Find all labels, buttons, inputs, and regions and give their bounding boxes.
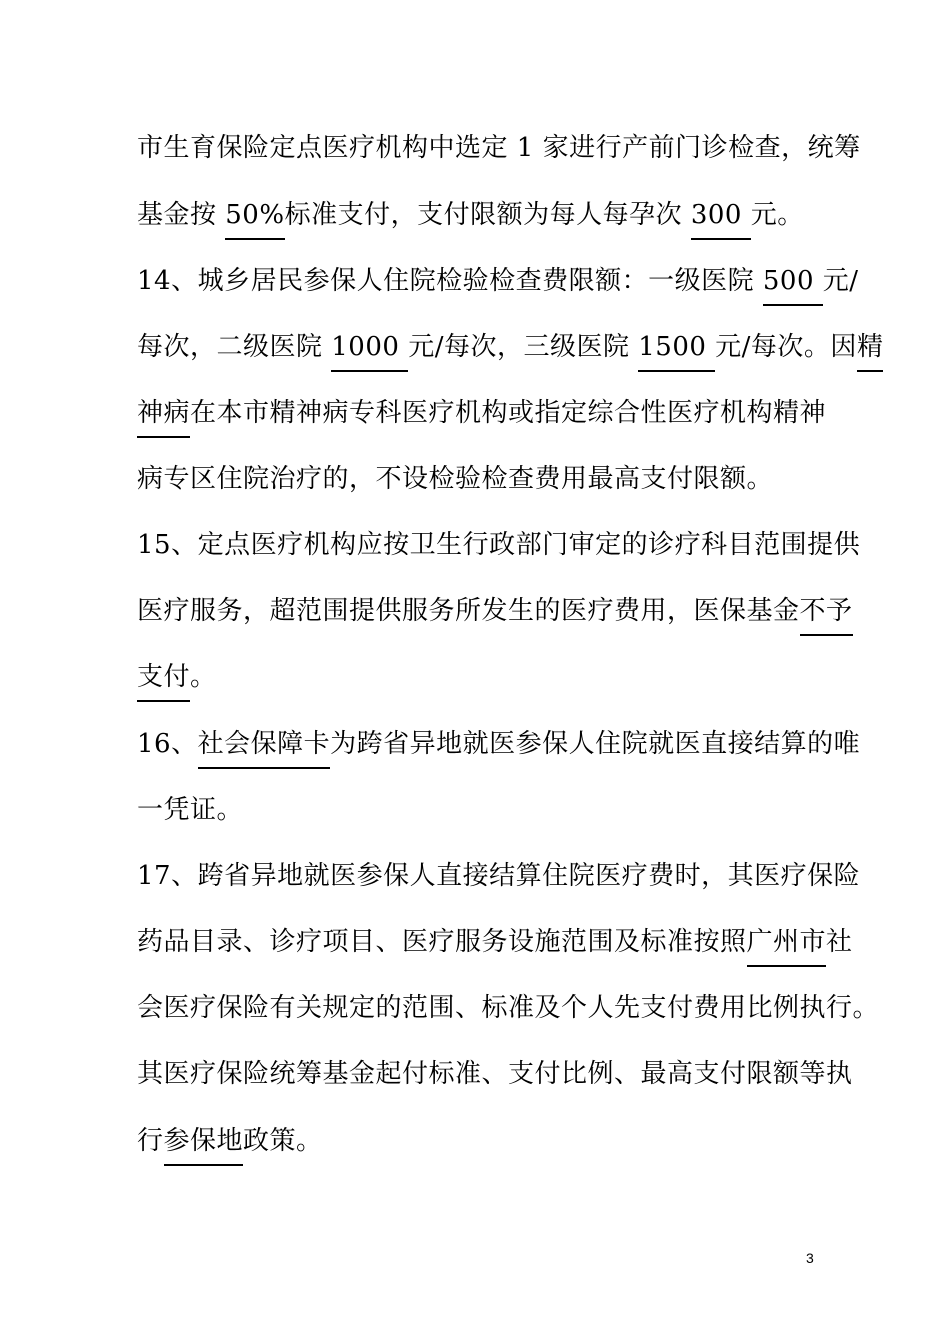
blank-answer: 不予	[800, 596, 853, 636]
text-line	[137, 135, 861, 161]
text: 在本市精神病专科医疗机构或指定综合性医疗机构精神	[190, 398, 827, 428]
text-line	[137, 202, 804, 228]
blank-answer: 广州市	[747, 927, 827, 967]
text: 17、跨省异地就医参保人直接结算住院医疗费时，其医疗保险	[137, 861, 861, 891]
text-line	[137, 797, 243, 823]
text: 基金按	[137, 200, 226, 230]
text-line	[137, 334, 883, 360]
text-line	[137, 1128, 323, 1154]
page-number: 3	[806, 1250, 814, 1266]
blank-answer: 1000	[331, 332, 408, 372]
blank-answer: 500	[763, 266, 823, 306]
text: 医疗服务，超范围提供服务所发生的医疗费用，医保基金	[137, 596, 800, 626]
text: 元/每次。因	[715, 332, 857, 362]
text: 其医疗保险统筹基金起付标准、支付比例、最高支付限额等执	[137, 1059, 853, 1089]
text: 16、	[137, 729, 198, 759]
text-line	[137, 598, 853, 624]
blank-answer: 社会保障卡	[198, 729, 331, 769]
text-line	[137, 995, 879, 1021]
text: 社	[826, 927, 853, 957]
text: 会医疗保险有关规定的范围、标准及个人先支付费用比例执行。	[137, 993, 880, 1023]
text: 元/	[822, 266, 859, 296]
blank-answer: 50%	[225, 200, 284, 240]
text: 标准支付，支付限额为每人每孕次	[284, 200, 691, 230]
text: 每次，二级医院	[137, 332, 332, 362]
text: 元/每次，三级医院	[408, 332, 639, 362]
text-line	[137, 731, 860, 757]
text: 病专区住院治疗的，不设检验检查费用最高支付限额。	[137, 464, 774, 494]
text: 15、定点医疗机构应按卫生行政部门审定的诊疗科目范围提供	[137, 530, 861, 560]
text: 为跨省异地就医参保人住院就医直接结算的唯	[330, 729, 861, 759]
text: 一凭证。	[137, 795, 244, 825]
text: 药品目录、诊疗项目、医疗服务设施范围及标准按照	[137, 927, 747, 957]
text: 14、城乡居民参保人住院检验检查费限额：一级医院	[137, 266, 763, 296]
text: 市生育保险定点医疗机构中选定 1 家进行产前门诊检查，统筹	[137, 133, 861, 163]
text-line	[137, 929, 853, 955]
text-line	[137, 1061, 853, 1087]
blank-answer: 神病	[137, 398, 190, 438]
text: 行	[137, 1126, 164, 1156]
text: 。	[190, 662, 217, 692]
text-line	[137, 532, 860, 558]
text-line	[137, 664, 217, 690]
blank-answer: 支付	[137, 662, 190, 702]
text: 政策。	[243, 1126, 323, 1156]
text-line	[137, 863, 860, 889]
text-line	[137, 268, 859, 294]
blank-answer: 300	[691, 200, 751, 240]
blank-answer: 1500	[638, 332, 715, 372]
text-line	[137, 400, 826, 426]
blank-answer: 参保地	[164, 1126, 244, 1166]
text: 元。	[750, 200, 804, 230]
blank-answer: 精	[857, 332, 884, 372]
text-line	[137, 466, 773, 492]
